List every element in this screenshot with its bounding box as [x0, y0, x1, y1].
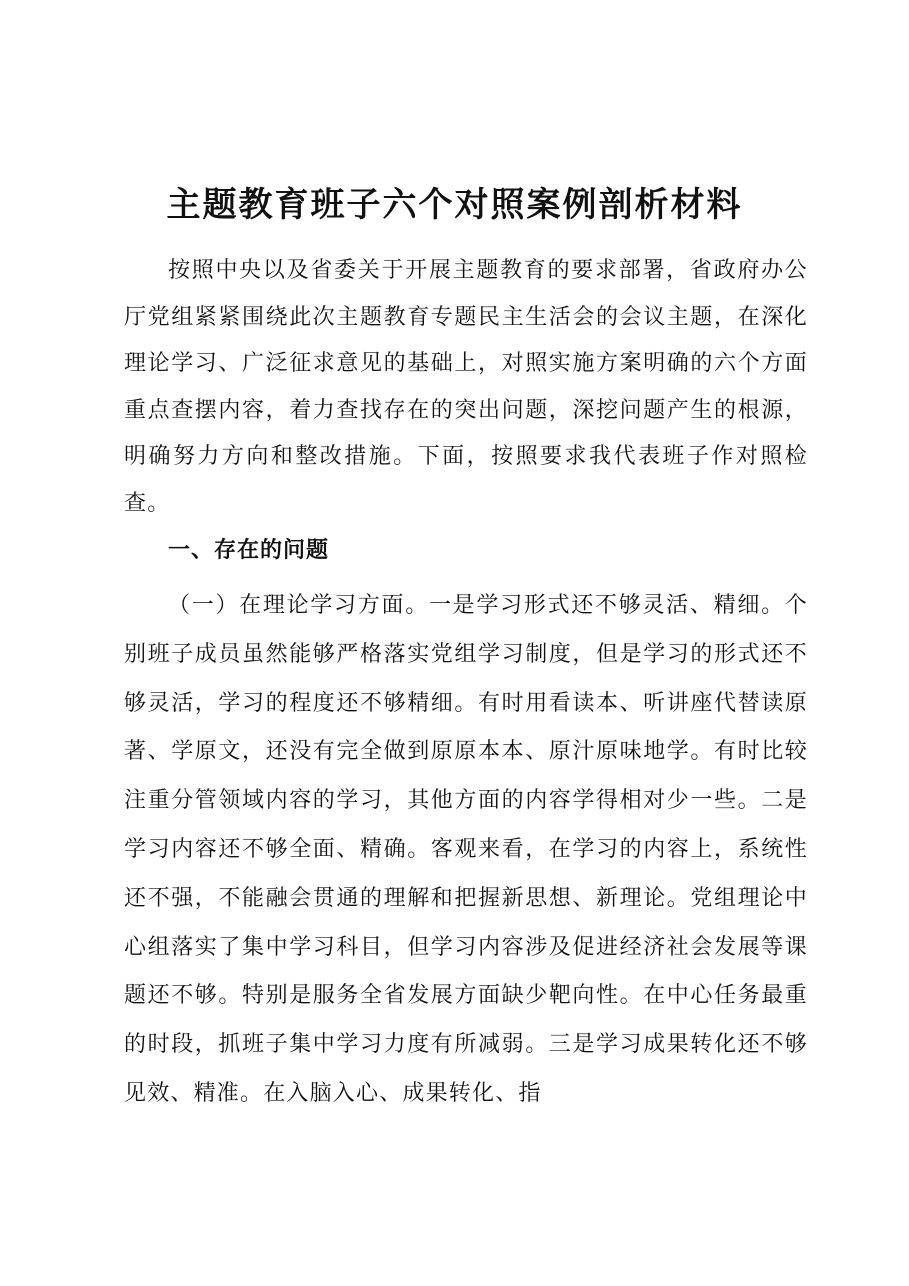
- subsection-label: （一）在理论学习方面。: [168, 593, 429, 618]
- intro-paragraph: 按照中央以及省委关于开展主题教育的要求部署，省政府办公厅党组紧紧围绕此次主题教育专题民主生活会的会议主题，在深化理论学习、广泛征求意见的基础上，对照实施方案明确的六个方面重点查摆内容，着力查找存在的突出问题，深挖问题产生的根源，明确努力方向和整改措施。下面，按照要求我代表班子作对照检查。: [124, 258, 808, 516]
- subsection-paragraph: [124, 582, 808, 1119]
- section-heading: 一、存在的问题: [168, 538, 330, 563]
- subsection-body: 一是学习形式还不够灵活、精细。个别班子成员虽然能够严格落实党组学习制度，但是学习的形式还不够灵活，学习的程度还不够精细。有时用看读本、听讲座代替读原著、学原文，还没有完全做到原原本本、原汁原味地学。有时比较注重分管领域内容的学习，其他方面的内容学得相对少一些。二是学习内容还不够全面、精确。客观来看，在学习的内容上，系统性还不强，不能融会贯通的理解和把握新思想、新理论。党组理论中心组落实了集中学习科目，但学习内容涉及促进经济社会发展等课题还不够。特别是服务全省发展方面缺少靶向性。在中心任务最重的时段，抓班子集中学习力度有所减弱。三是学习成果转化还不够见效、精准。在入脑入心、成果转化、指: [124, 593, 808, 1106]
- document-title: 主题教育班子六个对照案例剖析材料: [166, 184, 743, 225]
